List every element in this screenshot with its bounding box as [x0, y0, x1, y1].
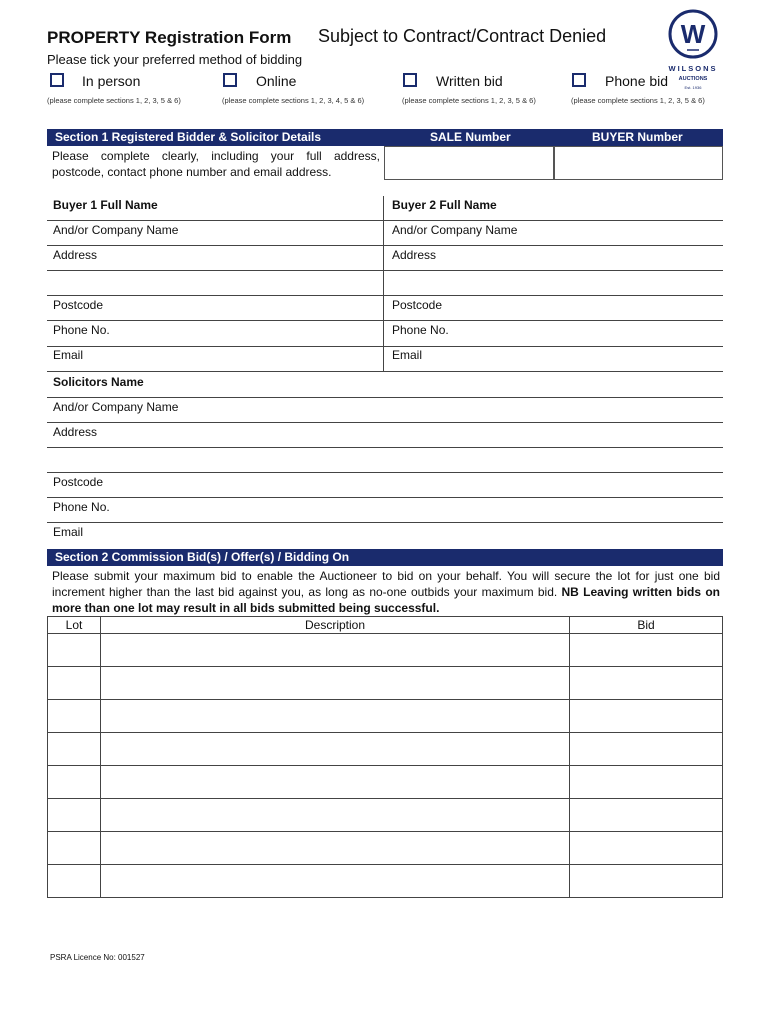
description-cell[interactable] [101, 832, 570, 865]
svg-text:Est. 1936: Est. 1936 [684, 85, 702, 90]
buyer1-name-label: Buyer 1 Full Name [53, 198, 158, 212]
solicitor-phone-label: Phone No. [53, 500, 110, 514]
bids-table [47, 616, 723, 898]
description-cell[interactable] [101, 700, 570, 733]
solicitor-address-line-2[interactable] [47, 472, 723, 473]
in-person-label: In person [82, 73, 141, 89]
buyer1-email-label: Email [53, 348, 84, 362]
description-column-header: Description [101, 617, 570, 634]
section1-instructions: Please complete clearly, including your full address, postcode, contact phone number and email address. [52, 149, 380, 179]
bid-cell[interactable] [570, 733, 723, 766]
bid-cell[interactable] [570, 667, 723, 700]
lot-cell[interactable] [48, 700, 101, 733]
bid-column-header: Bid [570, 617, 723, 634]
bid-cell[interactable] [570, 634, 723, 667]
lot-cell[interactable] [48, 667, 101, 700]
buyer-number-input[interactable] [554, 146, 723, 180]
description-cell[interactable] [101, 865, 570, 898]
online-note: (please complete sections 1, 2, 3, 4, 5 & 6) [222, 96, 365, 105]
solicitor-postcode-line[interactable] [47, 497, 723, 498]
written-bid-label: Written bid [436, 73, 503, 89]
lot-cell[interactable] [48, 799, 101, 832]
buyer2-address-label: Address [392, 248, 437, 262]
buyer-column-divider [383, 196, 384, 371]
sale-number-input[interactable] [384, 146, 554, 180]
lot-cell[interactable] [48, 634, 101, 667]
written-bid-note: (please complete sections 1, 2, 3, 5 & 6) [402, 96, 536, 105]
bidding-method-instruction: Please tick your preferred method of bidding [47, 52, 303, 67]
lot-cell[interactable] [48, 766, 101, 799]
buyer2-company-label: And/or Company Name [392, 223, 518, 237]
svg-text:AUCTIONS: AUCTIONS [678, 76, 708, 82]
buyer-email-line[interactable] [47, 371, 723, 372]
lot-cell[interactable] [48, 865, 101, 898]
section2-text: Please submit your maximum bid to enable the Auctioneer to bid on your behalf. You will secure the lot for just one bid increment higher than the last bid against you, as long as no-one outbids your maximum bid. [52, 569, 720, 599]
sale-number-heading: SALE Number [430, 130, 511, 144]
solicitor-address-label: Address [53, 425, 98, 439]
in-person-checkbox[interactable] [50, 73, 64, 87]
description-cell[interactable] [101, 634, 570, 667]
bid-cell[interactable] [570, 700, 723, 733]
buyer1-phone-label: Phone No. [53, 323, 110, 337]
buyer-address-line-2[interactable] [47, 295, 723, 296]
buyer2-postcode-label: Postcode [392, 298, 443, 312]
phone-bid-checkbox[interactable] [572, 73, 586, 87]
bid-cell[interactable] [570, 799, 723, 832]
phone-bid-label: Phone bid [605, 73, 669, 89]
buyer-phone-line[interactable] [47, 346, 723, 347]
section2-heading: Section 2 Commission Bid(s) / Offer(s) / Bidding On [55, 550, 350, 564]
table-row [48, 766, 723, 799]
solicitor-postcode-label: Postcode [53, 475, 104, 489]
table-row [48, 865, 723, 898]
section2-bold-note: NB Leaving written bids on more than one lot may result in all bids submitted being successful. [52, 585, 720, 615]
solicitor-name-label: Solicitors Name [53, 375, 144, 389]
section1-heading: Section 1 Registered Bidder & Solicitor Details [55, 130, 322, 144]
table-row [48, 667, 723, 700]
buyer2-phone-label: Phone No. [392, 323, 449, 337]
table-row [48, 700, 723, 733]
bid-cell[interactable] [570, 865, 723, 898]
solicitor-company-label: And/or Company Name [53, 400, 179, 414]
buyer2-name-label: Buyer 2 Full Name [392, 198, 497, 212]
phone-bid-note: (please complete sections 1, 2, 3, 5 & 6) [571, 96, 705, 105]
description-cell[interactable] [101, 667, 570, 700]
solicitor-address-line-1[interactable] [47, 447, 723, 448]
description-cell[interactable] [101, 766, 570, 799]
buyer1-address-label: Address [53, 248, 98, 262]
buyer1-company-label: And/or Company Name [53, 223, 179, 237]
table-row [48, 799, 723, 832]
lot-column-header: Lot [48, 617, 101, 634]
table-row [48, 832, 723, 865]
bid-cell[interactable] [570, 832, 723, 865]
description-cell[interactable] [101, 733, 570, 766]
lot-cell[interactable] [48, 832, 101, 865]
solicitor-phone-line[interactable] [47, 522, 723, 523]
buyer2-email-label: Email [392, 348, 423, 362]
written-bid-checkbox[interactable] [403, 73, 417, 87]
buyer-address-line-1[interactable] [47, 270, 723, 271]
bid-cell[interactable] [570, 766, 723, 799]
section2-instructions [52, 568, 720, 616]
buyer-name-line[interactable] [47, 220, 723, 221]
solicitor-email-label: Email [53, 525, 84, 539]
online-checkbox[interactable] [223, 73, 237, 87]
form-title: PROPERTY Registration Form [47, 28, 292, 47]
section2-header [47, 549, 723, 566]
solicitor-name-line[interactable] [47, 397, 723, 398]
online-label: Online [256, 73, 297, 89]
psra-licence: PSRA Licence No: 001527 [50, 953, 145, 962]
in-person-note: (please complete sections 1, 2, 3, 5 & 6) [47, 96, 181, 105]
svg-text:WILSONS: WILSONS [668, 64, 718, 73]
svg-text:W: W [680, 19, 706, 49]
wilsons-logo [660, 8, 726, 94]
buyer-number-heading: BUYER Number [592, 130, 683, 144]
section1-header [47, 129, 723, 146]
buyer1-postcode-label: Postcode [53, 298, 104, 312]
buyer-company-line[interactable] [47, 245, 723, 246]
buyer-postcode-line[interactable] [47, 320, 723, 321]
table-row [48, 634, 723, 667]
form-subtitle: Subject to Contract/Contract Denied [318, 26, 607, 46]
description-cell[interactable] [101, 799, 570, 832]
solicitor-company-line[interactable] [47, 422, 723, 423]
lot-cell[interactable] [48, 733, 101, 766]
table-row [48, 733, 723, 766]
